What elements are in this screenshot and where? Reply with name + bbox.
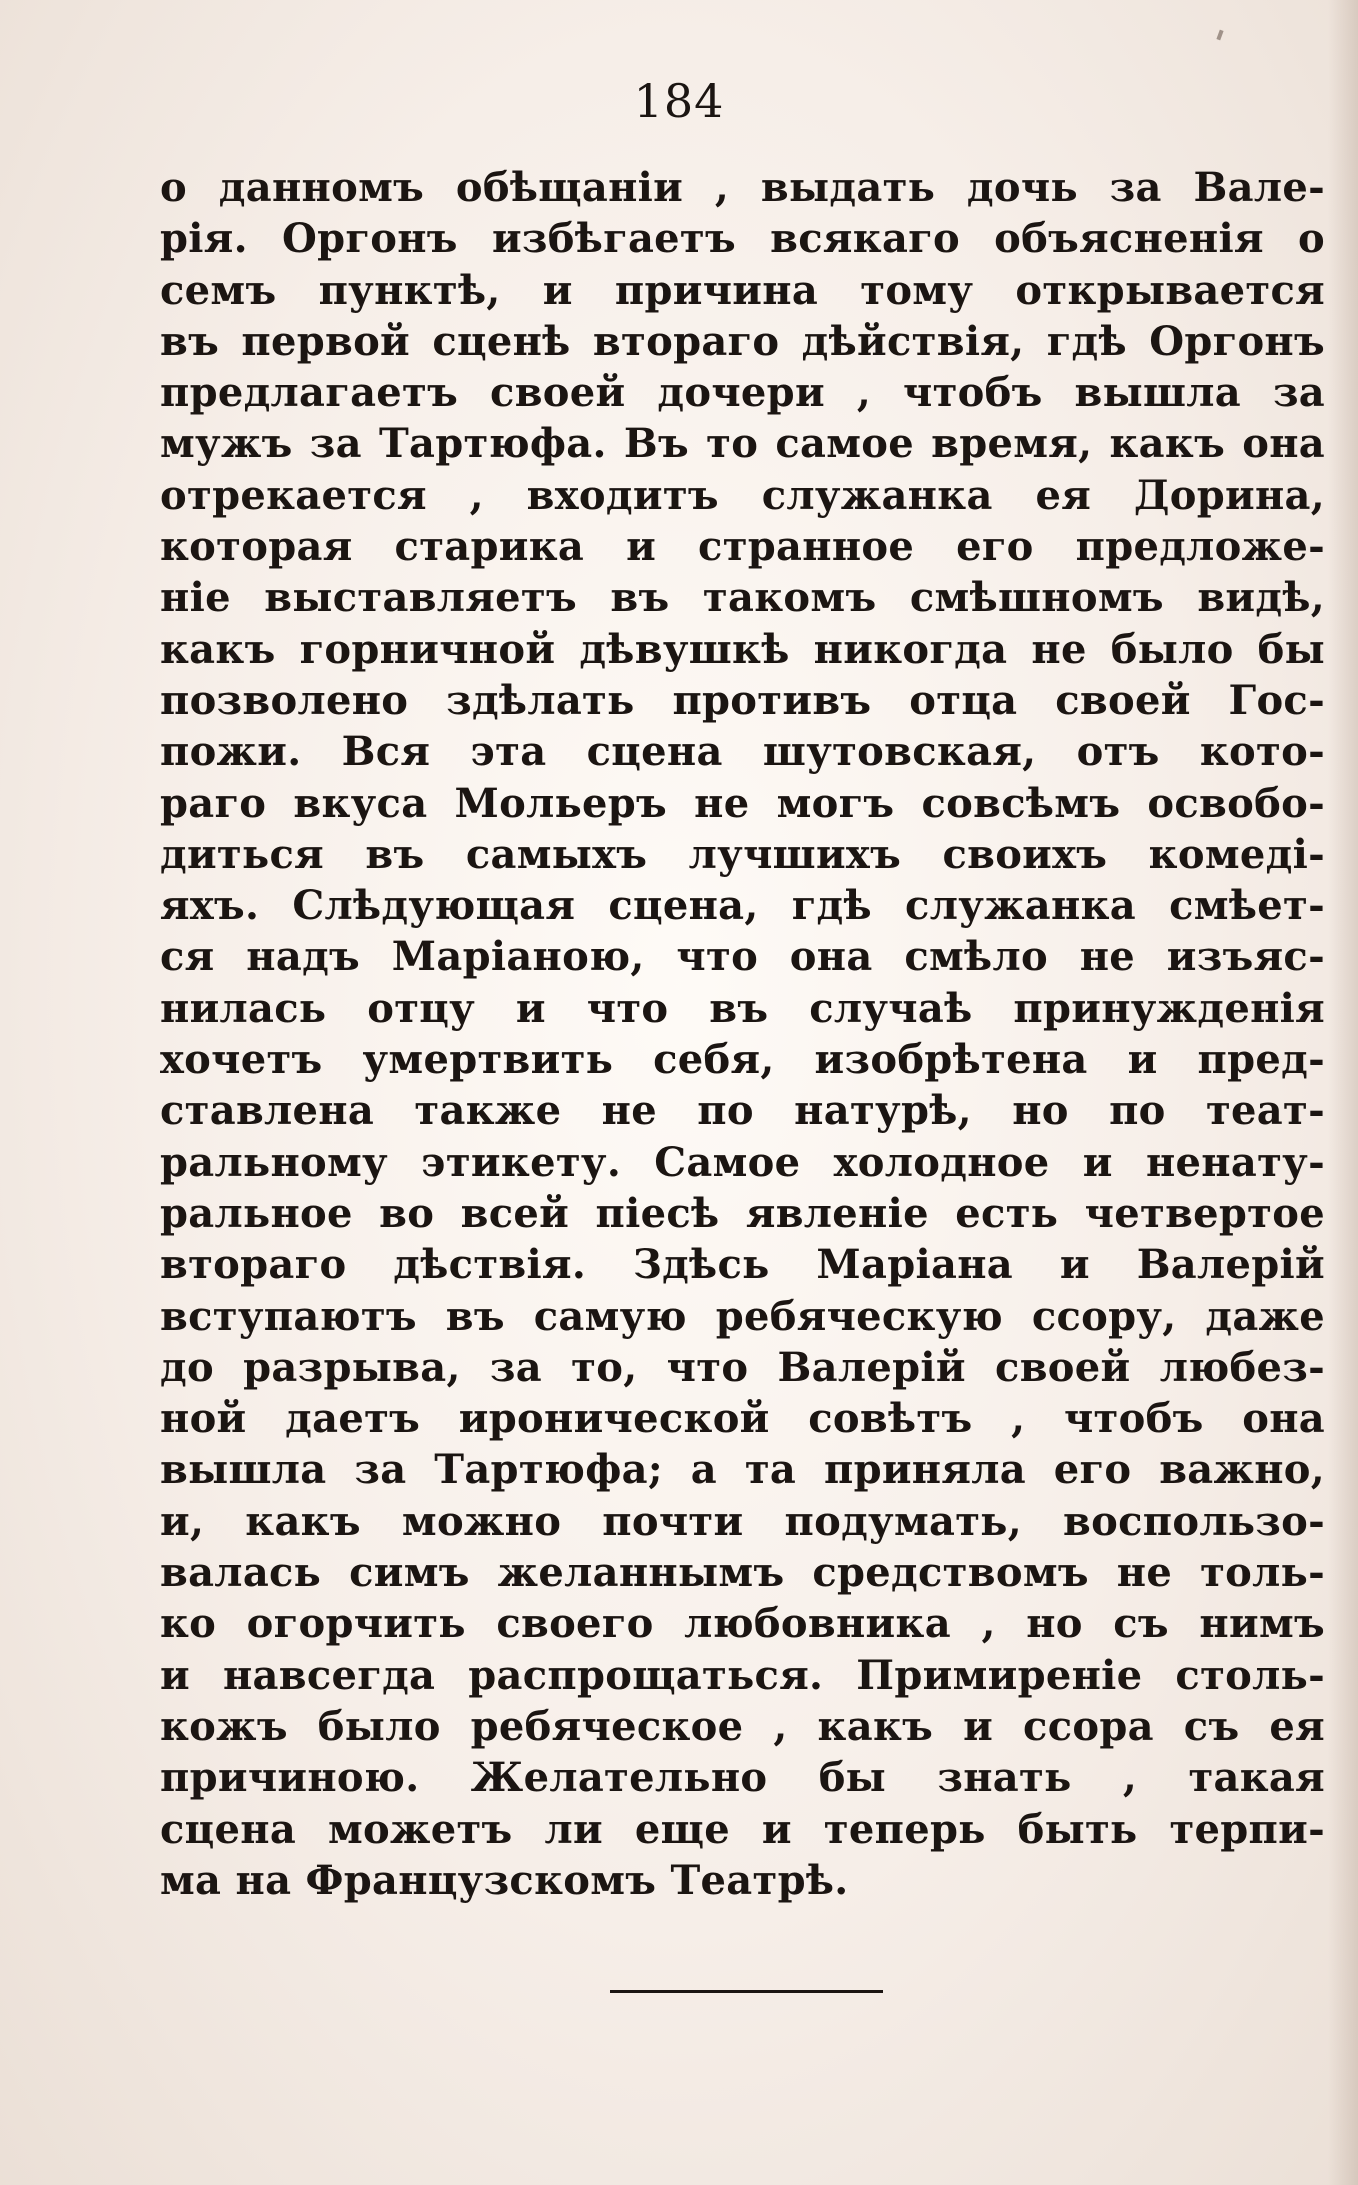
text-line: ся надъ Маріаною, что она смѣло не изъяс- [160,933,1325,981]
text-line: отрекается , входитъ служанка ея Дорина, [160,471,1325,519]
text-line: хочетъ умертвить себя, изобрѣтена и пред- [160,1036,1325,1084]
text-line: валась симъ желаннымъ средствомъ не толь- [160,1549,1325,1597]
text-line: пожи. Вся эта сцена шутовская, отъ кото- [160,728,1325,776]
paper-speck [1216,30,1223,41]
text-line: ральному этикету. Самое холодное и ненату- [160,1138,1325,1186]
text-line: до разрыва, за то, что Валерій своей любез- [160,1343,1325,1391]
text-line: вышла за Тартюфа; а та приняла его важно, [160,1446,1325,1494]
text-line: въ первой сценѣ втораго дѣйствія, гдѣ Оргонъ [160,317,1325,365]
text-line: мужъ за Тартюфа. Въ то самое время, какъ она [160,420,1325,468]
text-line: предлагаетъ своей дочери , чтобъ вышла за [160,369,1325,417]
text-line: вступаютъ въ самую ребяческую ссору, даже [160,1292,1325,1340]
text-line: диться въ самыхъ лучшихъ своихъ комеді- [160,830,1325,878]
text-line: и навсегда распрощаться. Примиреніе столь- [160,1651,1325,1699]
text-line: втораго дѣствія. Здѣсь Маріана и Валерій [160,1241,1325,1289]
page-edge-shadow [1328,0,1358,2185]
text-line: кожъ было ребяческое , какъ и ссора съ ея [160,1702,1325,1750]
page-number: 184 [633,74,725,128]
text-line: и, какъ можно почти подумать, воспользо- [160,1497,1325,1545]
text-line: нилась отцу и что въ случаѣ принужденія [160,984,1325,1032]
body-text [160,162,1325,1906]
text-line: какъ горничной дѣвушкѣ никогда не было бы [160,625,1325,673]
text-line: причиною. Желательно бы знать , такая [160,1754,1325,1802]
text-line: сцена можетъ ли еще и теперь быть терпи- [160,1805,1325,1853]
text-line: семъ пунктѣ, и причина тому открывается [160,266,1325,314]
text-line: ніе выставляетъ въ такомъ смѣшномъ видѣ, [160,574,1325,622]
text-line: ральное во всей піесѣ явленіе есть четвертое [160,1189,1325,1237]
text-line: позволено здѣлать противъ отца своей Гос- [160,676,1325,724]
text-line: яхъ. Слѣдующая сцена, гдѣ служанка смѣет- [160,882,1325,930]
text-line: которая старика и странное его предложе- [160,523,1325,571]
text-line: о данномъ обѣщаніи , выдать дочь за Вале- [160,164,1325,211]
text-line: ко огорчить своего любовника , но съ нимъ [160,1600,1325,1648]
text-line: рія. Оргонъ избѣгаетъ всякаго объясненія о [160,215,1325,263]
text-line: ной даетъ иронической совѣтъ , чтобъ она [160,1395,1325,1443]
text-line: ма на Французскомъ Театрѣ. [160,1856,849,1904]
section-end-rule [610,1990,883,1993]
text-line: ставлена также не по натурѣ, но по теат- [160,1087,1325,1135]
text-line: раго вкуса Мольеръ не могъ совсѣмъ освобо- [160,779,1325,827]
